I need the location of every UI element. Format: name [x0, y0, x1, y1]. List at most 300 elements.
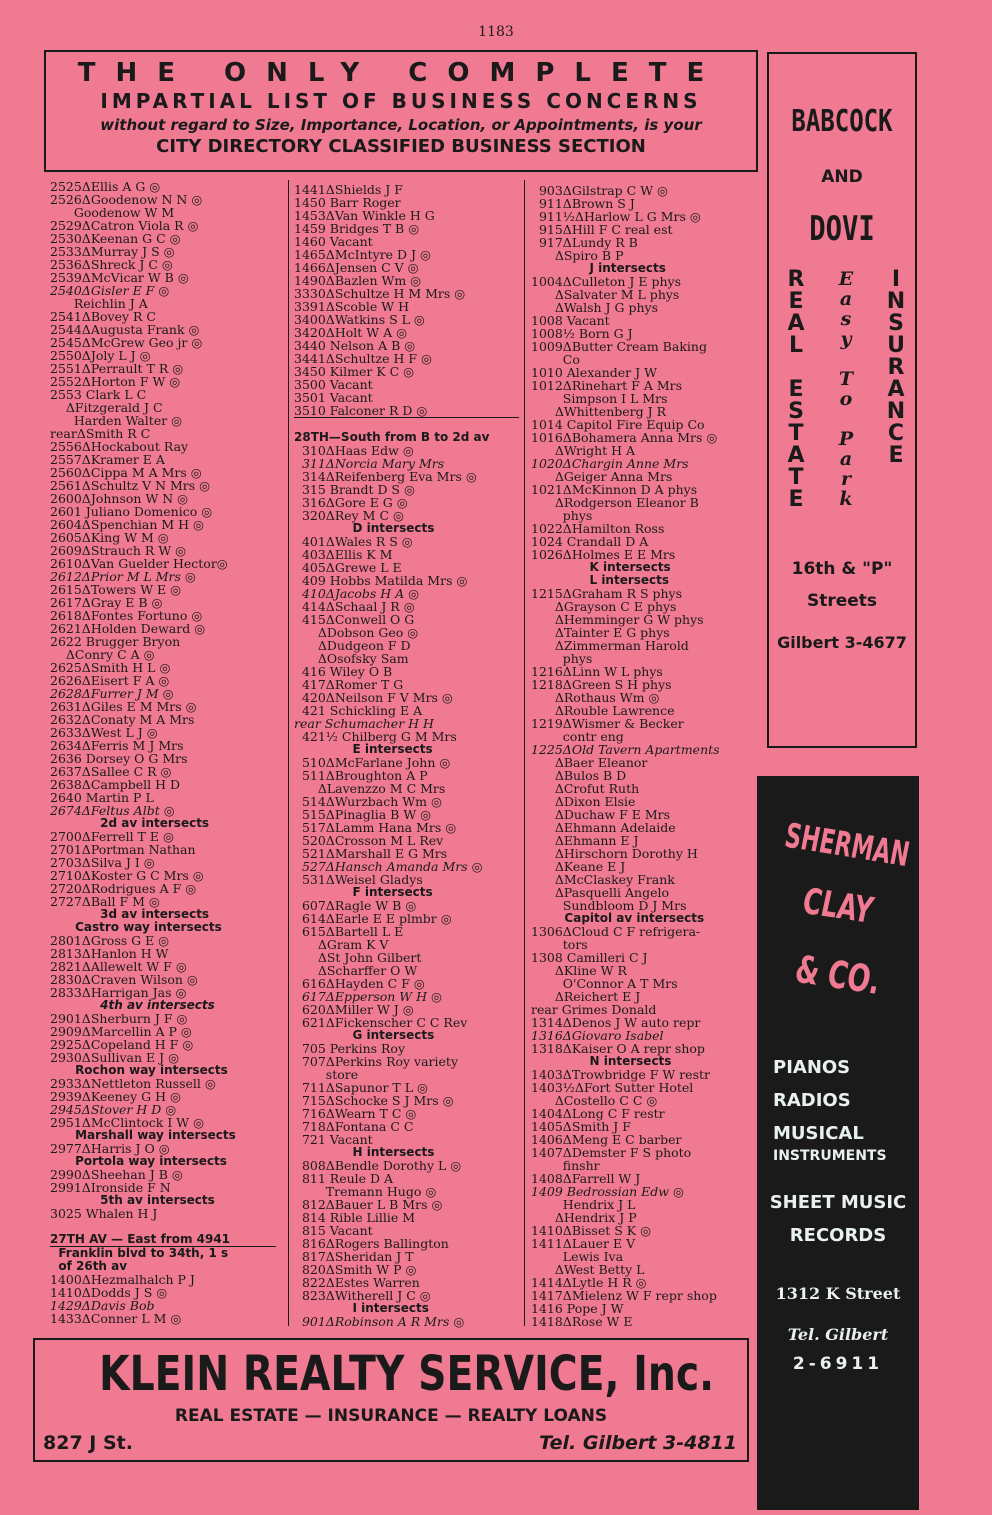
- listing-entry: 718ΔFontana C C: [294, 1119, 414, 1134]
- insurance-vertical: I N S U R A N C E: [886, 267, 906, 468]
- listing-entry: 2977ΔHarris J O ◎: [50, 1141, 170, 1156]
- listing-entry: 527ΔHansch Amanda Mrs ◎: [294, 859, 483, 874]
- listing-entry: 1012ΔRinehart F A Mrs: [531, 378, 683, 393]
- listing-entry: 817ΔSheridan J T: [294, 1249, 414, 1264]
- listing-entry: 2821ΔAllewelt W F ◎: [50, 959, 187, 974]
- listing-entry: 2529ΔCatron Viola R ◎: [50, 218, 199, 233]
- listing-entry: 2638ΔCampbell H D: [50, 777, 180, 792]
- listing-entry: Hendrix J L: [531, 1197, 636, 1212]
- listing-entry: 615ΔBartell L E: [294, 924, 404, 939]
- listing-entry: 911ΔBrown S J: [531, 196, 635, 211]
- listing-entry: 915ΔHill F C real est: [531, 222, 673, 237]
- item-instruments: INSTRUMENTS: [773, 1148, 887, 1164]
- listing-entry: ΔPasquelli Angelo: [531, 885, 670, 900]
- listing-entry: 1014 Capitol Fire Equip Co: [531, 417, 705, 432]
- listing-entry: Reichlin J A: [50, 296, 148, 311]
- listing-entry: 1225ΔOld Tavern Apartments: [531, 742, 720, 757]
- listing-entry: 1459 Bridges T B ◎: [294, 221, 420, 236]
- listing-entry: 1318ΔKaiser O A repr shop: [531, 1041, 705, 1056]
- listing-entry: 1466ΔJensen C V ◎: [294, 260, 419, 275]
- listing-entry: 410ΔJacobs H A ◎: [294, 586, 419, 601]
- listing-entry: ΔHendrix J P: [531, 1210, 637, 1225]
- listing-entry: 2637ΔSallee C R ◎: [50, 764, 172, 779]
- listing-entry: 2930ΔSullivan E J ◎: [50, 1050, 179, 1065]
- listing-entry: 2541ΔBovey R C: [50, 309, 156, 324]
- listing-entry: 2545ΔMcGrew Geo jr ◎: [50, 335, 203, 350]
- listing-entry: 3500 Vacant: [294, 377, 373, 392]
- listing-entry: ΔZimmerman Harold: [531, 638, 689, 653]
- listing-entry: 816ΔRogers Ballington: [294, 1236, 449, 1251]
- listing-entry: ΔFitzgerald J C: [50, 400, 163, 415]
- listing-entry: 2628ΔFurrer J M ◎: [50, 686, 174, 701]
- listing-entry: 2621ΔHolden Deward ◎: [50, 621, 206, 636]
- listing-entry: 1450 Barr Roger: [294, 195, 401, 210]
- listing-entry: 2525ΔEllis A G ◎: [50, 179, 161, 194]
- listing-entry: ΔConry C A ◎: [50, 647, 155, 662]
- listing-entry: 2618ΔFontes Fortuno ◎: [50, 608, 203, 623]
- listing-entry: E intersects: [294, 742, 433, 756]
- listing-entry: 2600ΔJohnson W N ◎: [50, 491, 189, 506]
- listing-entry: 409 Hobbs Matilda Mrs ◎: [294, 573, 468, 588]
- listing-entry: 1414ΔLytle H R ◎: [531, 1275, 647, 1290]
- listing-entry: 1410ΔDodds J S ◎: [50, 1285, 168, 1300]
- listing-entry: 2710ΔKoster G C Mrs ◎: [50, 868, 204, 883]
- sherman-line-1: SHERMAN: [784, 815, 911, 876]
- listing-entry: 2557ΔKramer E A: [50, 452, 165, 467]
- listing-entry: 3510 Falconer R D ◎: [294, 404, 519, 418]
- listing-entry: 1411ΔLauer E V: [531, 1236, 636, 1251]
- listing-entry: ΔBulos B D: [531, 768, 627, 783]
- listing-entry: 1314ΔDenos J W auto repr: [531, 1015, 701, 1030]
- listing-entry: 715ΔSchocke S J Mrs ◎: [294, 1093, 454, 1108]
- listing-column-3: [531, 184, 759, 1328]
- listing-entry: ΔBaer Eleanor: [531, 755, 648, 770]
- babcock-address: 16th & "P": [791, 559, 893, 579]
- listing-entry: 1490ΔBazlen Wm ◎: [294, 273, 422, 288]
- listing-entry: Capitol av intersects: [531, 911, 705, 925]
- listing-entry: ΔGrayson C E phys: [531, 599, 677, 614]
- listing-entry: 2901ΔSherburn J F ◎: [50, 1011, 188, 1026]
- listing-entry: 614ΔEarle E E plmbr ◎: [294, 911, 452, 926]
- dovi-name: DOVI: [809, 209, 875, 249]
- listing-entry: 415ΔConwell O G: [294, 612, 415, 627]
- listing-entry: 316ΔGore E G ◎: [294, 495, 408, 510]
- listing-entry: 511ΔBroughton A P: [294, 768, 428, 783]
- sherman-line-2: CLAY: [801, 880, 875, 933]
- listing-entry: 820ΔSmith W P ◎: [294, 1262, 417, 1277]
- listing-entry: ΔWest Betty L: [531, 1262, 645, 1277]
- listing-entry: 2526ΔGoodenow N N ◎: [50, 192, 203, 207]
- listing-entry: 2813ΔHanlon H W: [50, 946, 169, 961]
- babcock-streets: Streets: [806, 591, 878, 611]
- listing-entry: 2933ΔNettleton Russell ◎: [50, 1076, 216, 1091]
- listing-entry: 27TH AV — East from 4941: [50, 1233, 276, 1247]
- listing-entry: ΔEhmann Adelaide: [531, 820, 676, 835]
- listing-entry: ΔHemminger G W phys: [531, 612, 704, 627]
- listing-entry: 2605ΔKing W M ◎: [50, 530, 169, 545]
- listing-entry: ΔScharffer O W: [294, 963, 418, 978]
- listing-entry: 1010 Alexander J W: [531, 365, 657, 380]
- listing-entry: 1316ΔGiovaro Isabel: [531, 1028, 664, 1043]
- listing-entry: 1403½ΔFort Sutter Hotel: [531, 1080, 694, 1095]
- listing-entry: 2951ΔMcClintock I W ◎: [50, 1115, 204, 1130]
- listing-entry: 1410ΔBisset S K ◎: [531, 1223, 652, 1238]
- klein-services: REAL ESTATE — INSURANCE — REALTY LOANS: [174, 1406, 608, 1426]
- listing-entry: ΔOsofsky Sam: [294, 651, 409, 666]
- listing-entry: 1407ΔDemster F S photo: [531, 1145, 692, 1160]
- listing-entry: 1403ΔTrowbridge F W restr: [531, 1067, 710, 1082]
- banner-line-2: IMPARTIAL LIST OF BUSINESS CONCERNS: [100, 89, 702, 113]
- listing-entry: 2609ΔStrauch R W ◎: [50, 543, 187, 558]
- listing-entry: N intersects: [531, 1054, 672, 1068]
- klein-realty-ad: [33, 1338, 749, 1462]
- listing-entry: G intersects: [294, 1028, 435, 1042]
- listing-entry: ΔGeiger Anna Mrs: [531, 469, 673, 484]
- listing-entry: 2700ΔFerrell T E ◎: [50, 829, 174, 844]
- listing-entry: J intersects: [531, 261, 666, 275]
- listing-entry: 531ΔWeisel Gladys: [294, 872, 423, 887]
- listing-entry: 2636 Dorsey O G Mrs: [50, 751, 188, 766]
- listing-entry: 2540ΔGisler E F ◎: [50, 283, 170, 298]
- listing-entry: ΔDixon Elsie: [531, 794, 636, 809]
- listing-entry: 2d av intersects: [50, 816, 210, 830]
- listing-entry: ΔWhittenberg J R: [531, 404, 667, 419]
- listing-entry: 2615ΔTowers W E ◎: [50, 582, 182, 597]
- listing-entry: 1418ΔRose W E: [531, 1314, 633, 1329]
- listing-entry: 414ΔSchaal J R ◎: [294, 599, 415, 614]
- listing-entry: 2533ΔMurray J S ◎: [50, 244, 175, 259]
- listing-entry: phys: [531, 651, 593, 666]
- listing-entry: Rochon way intersects: [50, 1063, 228, 1077]
- listing-entry: 401ΔWales R S ◎: [294, 534, 413, 549]
- babcock-and: AND: [821, 167, 863, 187]
- listing-entry: Sundbloom D J Mrs: [531, 898, 687, 913]
- listing-entry: 1441ΔShields J F: [294, 182, 403, 197]
- listing-entry: 3400ΔWatkins S L ◎: [294, 312, 425, 327]
- listing-entry: 1460 Vacant: [294, 234, 373, 249]
- listing-entry: 1408ΔFarrell W J: [531, 1171, 641, 1186]
- listing-entry: Castro way intersects: [50, 920, 222, 934]
- listing-entry: 510ΔMcFarlane John ◎: [294, 755, 451, 770]
- listing-entry: 320ΔRey M C ◎: [294, 508, 404, 523]
- listing-entry: phys: [531, 508, 593, 523]
- listing-entry: store: [294, 1067, 359, 1082]
- listing-entry: 823ΔWitherell J C ◎: [294, 1288, 431, 1303]
- listing-entry: 2631ΔGiles E M Mrs ◎: [50, 699, 197, 714]
- listing-entry: 711ΔSapunor T L ◎: [294, 1080, 428, 1095]
- listing-entry: 2801ΔGross G E ◎: [50, 933, 170, 948]
- listing-entry: 620ΔMiller W J ◎: [294, 1002, 414, 1017]
- listing-entry: 1218ΔGreen S H phys: [531, 677, 672, 692]
- listing-entry: Franklin blvd to 34th, 1 s: [50, 1246, 229, 1260]
- banner-line-4: CITY DIRECTORY CLASSIFIED BUSINESS SECTION: [156, 136, 646, 157]
- listing-entry: 311ΔNorcia Mary Mrs: [294, 456, 445, 471]
- listing-entry: 2945ΔStover H D ◎: [50, 1102, 177, 1117]
- listing-entry: 4th av intersects: [50, 998, 215, 1012]
- listing-entry: ΔSt John Gilbert: [294, 950, 422, 965]
- listing-entry: ΔKeane E J: [531, 859, 626, 874]
- real-estate-vertical: R E A L E S T A T E: [787, 267, 805, 512]
- listing-entry: 3d av intersects: [50, 907, 210, 921]
- listing-entry: L intersects: [531, 573, 670, 587]
- listing-entry: ΔCostello C C ◎: [531, 1093, 658, 1108]
- listing-entry: 2536ΔShreck J C ◎: [50, 257, 173, 272]
- listing-entry: 721 Vacant: [294, 1132, 373, 1147]
- item-radios: RADIOS: [773, 1090, 851, 1111]
- listing-entry: 2833ΔHarrigan Jas ◎: [50, 985, 187, 1000]
- listing-entry: 3440 Nelson A B ◎: [294, 338, 416, 353]
- listing-entry: ΔEhmann E J: [531, 833, 639, 848]
- listing-entry: 1406ΔMeng E C barber: [531, 1132, 682, 1147]
- listing-entry: ΔGram K V: [294, 937, 389, 952]
- listing-entry: 2634ΔFerris M J Mrs: [50, 738, 184, 753]
- listing-entry: ΔWalsh J G phys: [531, 300, 658, 315]
- babcock-name: BABCOCK: [791, 104, 893, 139]
- listing-entry: 2544ΔAugusta Frank ◎: [50, 322, 200, 337]
- top-banner: [44, 50, 758, 172]
- listing-entry: contr eng: [531, 729, 624, 744]
- listing-entry: 2925ΔCopeland H F ◎: [50, 1037, 194, 1052]
- listing-entry: 2539ΔMcVicar W B ◎: [50, 270, 189, 285]
- listing-entry: 903ΔGilstrap C W ◎: [531, 183, 668, 198]
- listing-entry: O'Connor A T Mrs: [531, 976, 678, 991]
- listing-entry: 416 Wiley O B: [294, 664, 393, 679]
- item-musical: MUSICAL: [773, 1123, 864, 1144]
- listing-entry: 1405ΔSmith J F: [531, 1119, 631, 1134]
- listing-entry: 616ΔHayden C F ◎: [294, 976, 425, 991]
- listing-entry: 1020ΔChargin Anne Mrs: [531, 456, 689, 471]
- listing-entry: I intersects: [294, 1301, 429, 1315]
- listing-entry: 2991ΔIronside F N: [50, 1180, 171, 1195]
- column-divider-1: [288, 180, 289, 1326]
- listing-entry: 1465ΔMcIntyre D J ◎: [294, 247, 431, 262]
- klein-phone: Tel. Gilbert 3-4811: [539, 1432, 737, 1454]
- sherman-phone: 2-6911: [792, 1354, 884, 1374]
- listing-entry: 1021ΔMcKinnon D A phys: [531, 482, 698, 497]
- listing-entry: 1009ΔButter Cream Baking: [531, 339, 707, 354]
- listing-entry: 1008½ Born G J: [531, 326, 633, 341]
- listing-entry: 2552ΔHorton F W ◎: [50, 374, 181, 389]
- item-records: RECORDS: [789, 1225, 887, 1246]
- listing-column-1: [50, 180, 276, 1325]
- listing-entry: ΔSalvater M L phys: [531, 287, 680, 302]
- listing-entry: ΔWright H A: [531, 443, 636, 458]
- listing-entry: 3025 Whalen H J: [50, 1206, 158, 1221]
- listing-column-2: [294, 183, 519, 1328]
- listing-entry: ΔRothaus Wm ◎: [531, 690, 660, 705]
- listing-entry: 3450 Kilmer K C ◎: [294, 364, 415, 379]
- listing-entry: Harden Walter ◎: [50, 413, 183, 428]
- listing-entry: 2560ΔCippa M A Mrs ◎: [50, 465, 202, 480]
- listing-entry: 2551ΔPerrault T R ◎: [50, 361, 184, 376]
- listing-entry: of 26th av: [50, 1259, 128, 1273]
- listing-entry: 822ΔEstes Warren: [294, 1275, 420, 1290]
- listing-entry: 514ΔWurzbach Wm ◎: [294, 794, 442, 809]
- listing-entry: 405ΔGrewe L E: [294, 560, 402, 575]
- listing-entry: 403ΔEllis K M: [294, 547, 393, 562]
- listing-entry: 421 Schickling E A: [294, 703, 423, 718]
- listing-entry: 911½ΔHarlow L G Mrs ◎: [531, 209, 701, 224]
- listing-entry: 901ΔRobinson A R Mrs ◎: [294, 1314, 465, 1329]
- listing-entry: 2553 Clark L C: [50, 387, 147, 402]
- listing-entry: 1416 Pope J W: [531, 1301, 624, 1316]
- listing-entry: 1215ΔGraham R S phys: [531, 586, 683, 601]
- listing-entry: 2561ΔSchultz V N Mrs ◎: [50, 478, 211, 493]
- listing-entry: ΔReichert E J: [531, 989, 641, 1004]
- listing-entry: 314ΔReifenberg Eva Mrs ◎: [294, 469, 477, 484]
- listing-entry: 417ΔRomer T G: [294, 677, 404, 692]
- listing-entry: 1024 Crandall D A: [531, 534, 649, 549]
- listing-entry: 621ΔFickenscher C C Rev: [294, 1015, 468, 1030]
- item-sheet-music: SHEET MUSIC: [769, 1192, 907, 1213]
- listing-entry: 1308 Camilleri C J: [531, 950, 648, 965]
- sherman-tel: Tel. Gilbert: [787, 1325, 889, 1344]
- listing-entry: ΔCrofut Ruth: [531, 781, 640, 796]
- listing-entry: 2617ΔGray E B ◎: [50, 595, 163, 610]
- listing-entry: 2610ΔVan Guelder Hector◎: [50, 556, 228, 571]
- listing-entry: 2556ΔHockabout Ray: [50, 439, 189, 454]
- listing-entry: 1004ΔCulleton J E phys: [531, 274, 682, 289]
- listing-entry: 2720ΔRodrigues A F ◎: [50, 881, 197, 896]
- listing-entry: 521ΔMarshall E G Mrs: [294, 846, 448, 861]
- listing-entry: 520ΔCrosson M L Rev: [294, 833, 444, 848]
- listing-entry: 812ΔBauer L B Mrs ◎: [294, 1197, 443, 1212]
- listing-entry: 716ΔWearn T C ◎: [294, 1106, 417, 1121]
- listing-entry: Simpson I L Mrs: [531, 391, 668, 406]
- listing-entry: ΔDuchaw F E Mrs: [531, 807, 671, 822]
- listing-entry: 1429ΔDavis Bob: [50, 1298, 155, 1313]
- listing-entry: 2674ΔFeltus Albt ◎: [50, 803, 175, 818]
- listing-entry: rear Grimes Donald: [531, 1002, 657, 1017]
- listing-entry: Portola way intersects: [50, 1154, 227, 1168]
- sherman-address: 1312 K Street: [775, 1284, 901, 1303]
- listing-entry: 2939ΔKeeney G H ◎: [50, 1089, 181, 1104]
- listing-entry: 2633ΔWest L J ◎: [50, 725, 158, 740]
- listing-entry: 2626ΔEisert F A ◎: [50, 673, 170, 688]
- listing-entry: ΔSpiro B P: [531, 248, 624, 263]
- listing-entry: 517ΔLamm Hana Mrs ◎: [294, 820, 457, 835]
- listing-entry: 2640 Martin P L: [50, 790, 154, 805]
- listing-entry: 3391ΔScoble W H: [294, 299, 410, 314]
- listing-entry: ΔTainter E G phys: [531, 625, 670, 640]
- listing-entry: 1409 Bedrossian Edw ◎: [531, 1184, 684, 1199]
- easy-to-park-vertical: E a s y T o P a r k: [838, 268, 854, 510]
- listing-entry: 617ΔEpperson W H ◎: [294, 989, 442, 1004]
- listing-entry: 2625ΔSmith H L ◎: [50, 660, 171, 675]
- listing-entry: 705 Perkins Roy: [294, 1041, 406, 1056]
- listing-entry: 2701ΔPortman Nathan: [50, 842, 196, 857]
- sherman-line-3: & CO.: [794, 946, 882, 1004]
- listing-entry: 421½ Chilberg G M Mrs: [294, 729, 457, 744]
- listing-entry: 1417ΔMielenz W F repr shop: [531, 1288, 717, 1303]
- listing-entry: 2727ΔBall F M ◎: [50, 894, 160, 909]
- listing-entry: ΔKline W R: [531, 963, 627, 978]
- listing-entry: ΔLavenzzo M C Mrs: [294, 781, 446, 796]
- listing-entry: 811 Reule D A: [294, 1171, 394, 1186]
- listing-entry: finshr: [531, 1158, 600, 1173]
- listing-entry: Co: [531, 352, 580, 367]
- listing-entry: 3441ΔSchultze H F ◎: [294, 351, 432, 366]
- listing-entry: 2612ΔPrior M L Mrs ◎: [50, 569, 196, 584]
- banner-line-3: without regard to Size, Importance, Location, or Appointments, is your: [100, 116, 702, 134]
- listing-entry: D intersects: [294, 521, 435, 535]
- listing-entry: Lewis Iva: [531, 1249, 624, 1264]
- column-divider-2: [524, 180, 525, 1326]
- listing-entry: rear Schumacher H H: [294, 716, 434, 731]
- listing-entry: 3501 Vacant: [294, 390, 373, 405]
- listing-entry: 2990ΔSheehan J B ◎: [50, 1167, 183, 1182]
- listing-entry: H intersects: [294, 1145, 435, 1159]
- listing-entry: 28TH—South from B to 2d av: [294, 430, 490, 444]
- listing-entry: 814 Rible Lillie M: [294, 1210, 416, 1225]
- listing-entry: rearΔSmith R C: [50, 426, 151, 441]
- page-number: 1183: [478, 24, 514, 40]
- listing-entry: 1433ΔConner L M ◎: [50, 1311, 182, 1326]
- listing-entry: Marshall way intersects: [50, 1128, 236, 1142]
- sherman-clay-ad: [757, 776, 919, 1510]
- listing-entry: 315 Brandt D S ◎: [294, 482, 415, 497]
- listing-entry: 3330ΔSchultze H M Mrs ◎: [294, 286, 466, 301]
- listing-entry: 420ΔNeilson F V Mrs ◎: [294, 690, 453, 705]
- listing-entry: F intersects: [294, 885, 433, 899]
- listing-entry: 917ΔLundy R B: [531, 235, 638, 250]
- listing-entry: 607ΔRagle W B ◎: [294, 898, 417, 913]
- listing-entry: ΔHirschorn Dorothy H: [531, 846, 698, 861]
- listing-entry: K intersects: [531, 560, 671, 574]
- listing-entry: 310ΔHaas Edw ◎: [294, 443, 414, 458]
- listing-entry: 1022ΔHamilton Ross: [531, 521, 665, 536]
- listing-entry: 815 Vacant: [294, 1223, 373, 1238]
- listing-entry: ΔDudgeon F D: [294, 638, 411, 653]
- listing-entry: Goodenow W M: [50, 205, 175, 220]
- listing-entry: Tremann Hugo ◎: [294, 1184, 437, 1199]
- listing-entry: 1306ΔCloud C F refrigera-: [531, 924, 701, 939]
- babcock-dovi-ad: [767, 52, 917, 748]
- listing-entry: 1453ΔVan Winkle H G: [294, 208, 435, 223]
- listing-entry: 2830ΔCraven Wilson ◎: [50, 972, 198, 987]
- listing-entry: 515ΔPinaglia B W ◎: [294, 807, 432, 822]
- listing-entry: 1404ΔLong C F restr: [531, 1106, 665, 1121]
- banner-line-1: THE ONLY COMPLETE: [77, 58, 725, 88]
- listing-entry: ΔDobson Geo ◎: [294, 625, 419, 640]
- klein-name: KLEIN REALTY SERVICE, Inc.: [99, 1346, 715, 1402]
- listing-entry: 2604ΔSpenchian M H ◎: [50, 517, 204, 532]
- listing-entry: ΔRouble Lawrence: [531, 703, 675, 718]
- listing-entry: 1400ΔHezmalhalch P J: [50, 1272, 195, 1287]
- listing-entry: 2703ΔSilva J I ◎: [50, 855, 155, 870]
- listing-entry: 1016ΔBohamera Anna Mrs ◎: [531, 430, 718, 445]
- listing-entry: 2622 Brugger Bryon: [50, 634, 181, 649]
- listing-entry: 1219ΔWismer & Becker: [531, 716, 684, 731]
- listing-entry: 2601 Juliano Domenico ◎: [50, 504, 213, 519]
- listing-entry: ΔMcClaskey Frank: [531, 872, 675, 887]
- listing-entry: 808ΔBendle Dorothy L ◎: [294, 1158, 462, 1173]
- listing-entry: tors: [531, 937, 588, 952]
- listing-entry: 3420ΔHolt W A ◎: [294, 325, 407, 340]
- listing-entry: 1008 Vacant: [531, 313, 610, 328]
- listing-entry: ΔRodgerson Eleanor B: [531, 495, 699, 510]
- babcock-phone: Gilbert 3-4677: [777, 633, 907, 652]
- item-pianos: PIANOS: [773, 1057, 851, 1078]
- listing-entry: 707ΔPerkins Roy variety: [294, 1054, 459, 1069]
- klein-address: 827 J St.: [43, 1432, 133, 1454]
- listing-entry: 2530ΔKeenan G C ◎: [50, 231, 181, 246]
- listing-entry: 1026ΔHolmes E E Mrs: [531, 547, 676, 562]
- listing-entry: 1216ΔLinn W L phys: [531, 664, 663, 679]
- listing-entry: 2632ΔConaty M A Mrs: [50, 712, 195, 727]
- listing-entry: 2909ΔMarcellin A P ◎: [50, 1024, 192, 1039]
- listing-entry: 5th av intersects: [50, 1193, 215, 1207]
